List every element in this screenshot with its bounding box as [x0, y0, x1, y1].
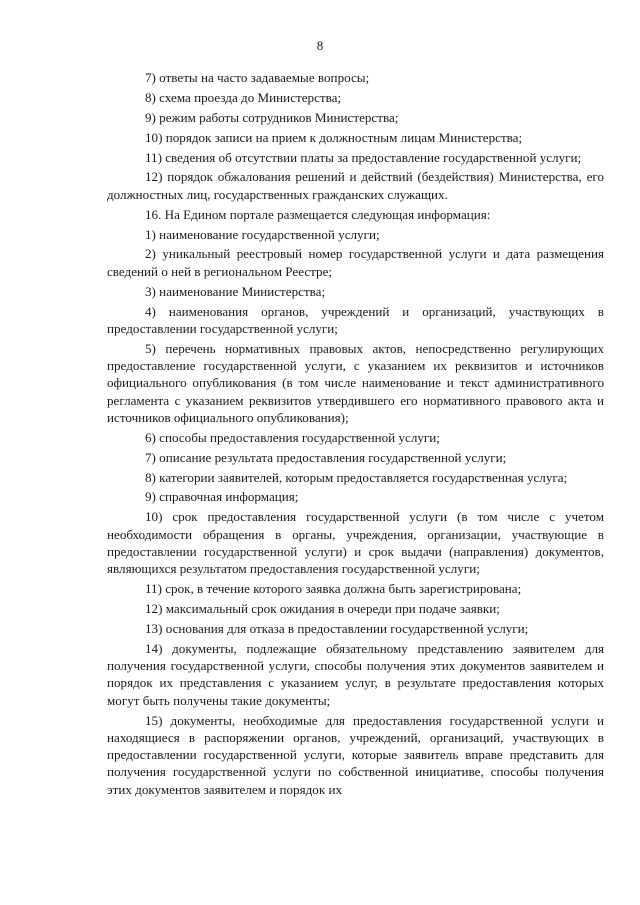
- page-number: 8: [316, 38, 324, 53]
- item-12-appeal-procedure: 12) порядок обжалования решений и действий (бездействия) Министерства, его должностных лиц, государственных гражданских служащих.: [107, 169, 604, 202]
- item-8-directions: 8) схема проезда до Министерства;: [145, 89, 342, 105]
- portal-item-13: 13) основания для отказа в предоставлении государственной услуги;: [145, 620, 529, 636]
- portal-item-1: 1) наименование государственной услуги;: [145, 226, 380, 242]
- portal-item-11: 11) срок, в течение которого заявка должна быть зарегистрирована;: [145, 581, 522, 597]
- portal-item-12: 12) максимальный срок ожидания в очереди при подаче заявки;: [145, 601, 500, 616]
- item-10-appointment-order: 10) порядок записи на прием к должностным лицам Министерства;: [145, 129, 523, 145]
- portal-item-8: 8) категории заявителей, которым предоставляется государственная услуга;: [145, 469, 568, 485]
- item-7-faq: 7) ответы на часто задаваемые вопросы;: [145, 70, 370, 85]
- portal-item-7: 7) описание результата предоставления государственной услуги;: [145, 449, 507, 465]
- portal-item-9: 9) справочная информация;: [145, 489, 299, 505]
- portal-item-14: 14) документы, подлежащие обязательному представлению заявителем для получения государственной услуги, способы получения этих документов заявителем и порядок их представления с указанием услуг, в результате предоставления которых могут быть получены такие документы;: [107, 640, 604, 708]
- portal-item-2: 2) уникальный реестровый номер государственной услуги и дата размещения сведений о ней в региональном Реестре;: [107, 246, 604, 279]
- portal-item-4: 4) наименования органов, учреждений и организаций, участвующих в предоставлении государственной услуги;: [107, 303, 604, 336]
- item-9-working-hours: 9) режим работы сотрудников Министерства;: [145, 109, 399, 125]
- section-16-heading: 16. На Едином портале размещается следующая информация:: [145, 206, 491, 222]
- item-11-no-fee-info: 11) сведения об отсутствии платы за предоставление государственной услуги;: [145, 149, 582, 165]
- portal-item-3: 3) наименование Министерства;: [145, 283, 326, 299]
- portal-item-6: 6) способы предоставления государственной услуги;: [145, 429, 440, 445]
- portal-item-10: 10) срок предоставления государственной услуги (в том числе с учетом необходимости обращения в органы, учреждения, организации, участвующие в предоставлении государственной услуги) и срок выдачи (направления) документов, являющихся результатом предоставления государственной услуги;: [107, 509, 604, 577]
- portal-item-5: 5) перечень нормативных правовых актов, непосредственно регулирующих предоставление государственной услуги, с указанием их реквизитов и источников официального опубликования (в том числе наименование и текст административного регламента с указанием реквизитов утвердившего его нормативного правового акта и источников официального опубликования);: [107, 340, 604, 425]
- portal-item-15: 15) документы, необходимые для предоставления государственной услуги и находящиеся в распоряжении органов, учреждений, организаций, участвующих в предоставлении государственной услуги, которые заявитель вправе представить для получения государственной услуги по собственной инициативе, способы получения этих документов заявителем и порядок их: [107, 712, 604, 797]
- document-body: [107, 69, 604, 801]
